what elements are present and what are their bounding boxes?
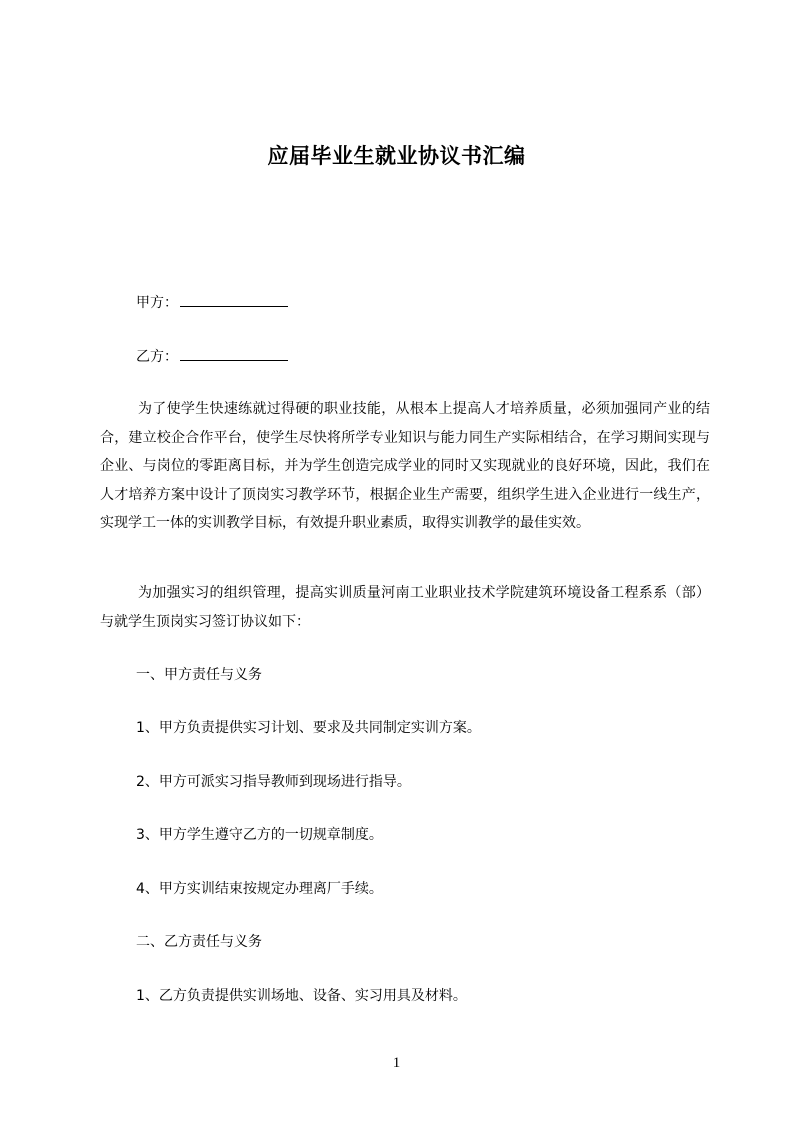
party-b-blank-line: [180, 346, 288, 361]
party-a-clause-1: 1、甲方负责提供实习计划、要求及共同制定实训方案。: [136, 720, 481, 736]
party-a-clause-4: 4、甲方实训结束按规定办理离厂手续。: [136, 881, 383, 897]
party-a-label: 甲方：: [136, 295, 178, 311]
document-title: 应届毕业生就业协议书汇编: [267, 144, 526, 168]
page-number: 1: [392, 1055, 401, 1071]
party-a-clause-3: 3、甲方学生遵守乙方的一切规章制度。: [136, 827, 383, 843]
party-b-field: [136, 346, 288, 366]
intro-paragraph: 为了使学生快速练就过得硬的职业技能，从根本上提高人才培养质量，必须加强同产业的结合，建立校企合作平台，使学生尽快将所学专业知识与能力同生产实际相结合，在学习期间实现与企业、与岗位的零距离目标，并为学生创造完成学业的同时又实现就业的良好环境，因此，我们在人才培养方案中设计了顶岗实习教学环节，根据企业生产需要，组织学生进入企业进行一线生产，实现学工一体的实训教学目标，有效提升职业素质，取得实训教学的最佳实效。: [100, 401, 710, 531]
party-a-blank-line: [180, 292, 288, 307]
party-a-clause-2: 2、甲方可派实习指导教师到现场进行指导。: [136, 774, 411, 790]
section-heading-party-b: 二、乙方责任与义务: [136, 934, 262, 950]
agreement-paragraph: 为加强实习的组织管理，提高实训质量河南工业职业技术学院建筑环境设备工程系系（部）与就学生顶岗实习签订协议如下：: [100, 585, 710, 630]
party-b-clause-1: 1、乙方负责提供实训场地、设备、实习用具及材料。: [136, 988, 467, 1004]
party-b-label: 乙方：: [136, 349, 178, 365]
section-heading-party-a: 一、甲方责任与义务: [136, 667, 262, 683]
party-a-field: [136, 292, 288, 312]
